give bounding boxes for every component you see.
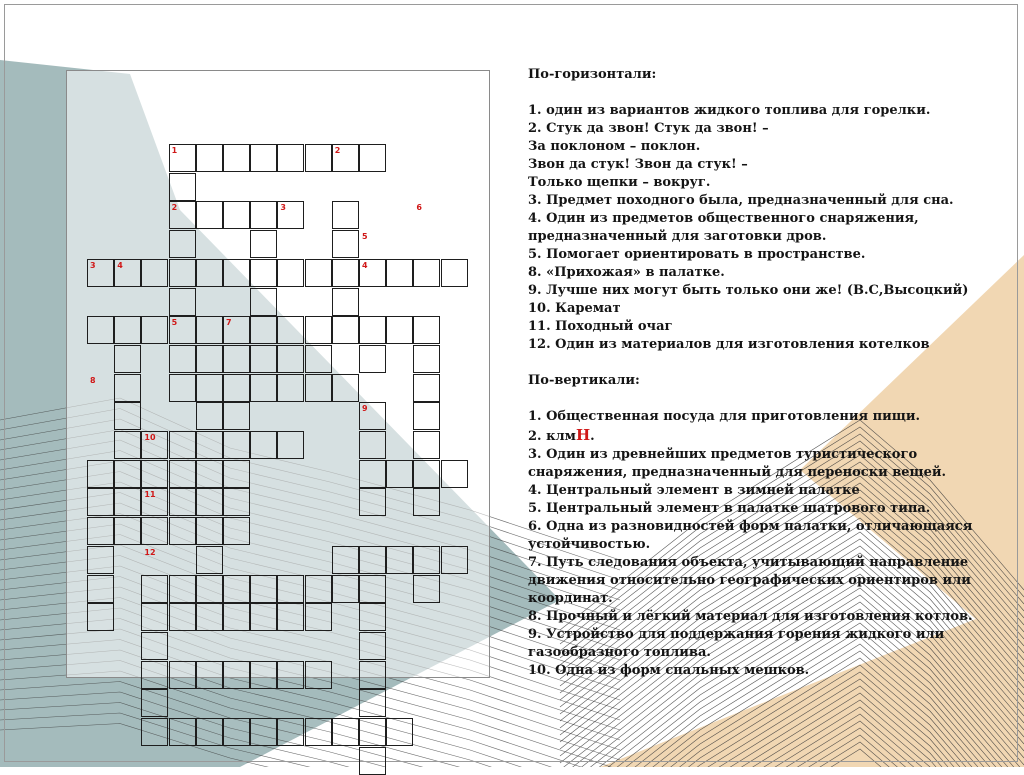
crossword-cell[interactable] — [413, 259, 440, 287]
down-clue-line: координат. — [528, 591, 613, 606]
down-clue-line: устойчивостью. — [528, 537, 651, 552]
crossword-cell[interactable] — [277, 718, 304, 746]
down-clue-line: 1. Общественная посуда для приготовления пищи. — [528, 409, 921, 424]
crossword-cell[interactable] — [359, 460, 386, 488]
crossword-cell[interactable] — [250, 575, 277, 603]
clue-number: 5 — [171, 318, 178, 328]
across-clue-line: 11. Походный очаг — [528, 319, 673, 334]
crossword-cell[interactable] — [87, 316, 114, 344]
crossword-cell[interactable] — [141, 632, 168, 660]
crossword-cell[interactable] — [114, 402, 141, 430]
clue-number: 7 — [226, 318, 232, 328]
down-clues — [528, 408, 1008, 680]
across-clue-line: 12. Один из материалов для изготовления котелков — [528, 337, 930, 352]
crossword-cell[interactable] — [250, 259, 277, 287]
crossword-cell[interactable] — [305, 661, 332, 689]
clue-number: 8 — [90, 375, 96, 385]
across-clue-line: 10. Каремат — [528, 301, 621, 316]
clue-number: 2 — [334, 146, 341, 155]
across-clue-line: 8. «Прихожая» в палатке. — [528, 265, 725, 280]
across-clue-line: 5. Помогает ориентировать в пространстве. — [528, 247, 866, 262]
crossword-cell[interactable] — [386, 460, 413, 488]
crossword-cell[interactable] — [250, 718, 277, 746]
crossword-cell[interactable] — [413, 431, 440, 459]
crossword-cell[interactable] — [305, 718, 332, 746]
crossword-cell[interactable] — [223, 488, 250, 516]
crossword-cell[interactable] — [332, 230, 359, 258]
crossword-cell[interactable] — [277, 144, 304, 172]
crossword-cell[interactable] — [223, 661, 250, 689]
crossword-cell[interactable] — [169, 345, 196, 373]
crossword-cell[interactable] — [223, 431, 250, 459]
crossword-cell[interactable] — [413, 316, 440, 344]
clue-number: 3 — [90, 260, 96, 270]
crossword-cell[interactable] — [413, 575, 440, 603]
crossword-cell[interactable] — [386, 259, 413, 287]
crossword-cell[interactable] — [305, 259, 332, 287]
crossword-cell[interactable] — [386, 316, 413, 344]
clue-number: 2 — [171, 203, 178, 213]
crossword-cell[interactable] — [250, 661, 277, 689]
clue-number: 12 — [144, 547, 156, 557]
clue-number: 4 — [117, 260, 123, 270]
down-clue-line: движения относительно географических ориентиров или — [528, 573, 971, 588]
down-heading: По-вертикали: — [528, 373, 640, 388]
across-clue-line: 4. Один из предметов общественного снаряжения, — [528, 211, 919, 226]
crossword-cell[interactable] — [141, 689, 168, 717]
crossword-cell[interactable] — [196, 603, 223, 631]
across-clue-line: 3. Предмет походного была, предназначенный для сна. — [528, 193, 954, 208]
crossword-cell[interactable] — [359, 488, 386, 516]
crossword-cell[interactable] — [332, 288, 359, 316]
crossword-cell[interactable] — [223, 259, 250, 287]
down-clue-2-prefix: 2. клм — [528, 429, 576, 444]
down-clue-line: 8. Прочный и лёгкий материал для изготовления котлов. — [528, 609, 973, 624]
crossword-cell[interactable] — [413, 402, 440, 430]
crossword-cell[interactable] — [223, 517, 250, 545]
crossword-cell[interactable] — [169, 517, 196, 545]
across-clue-line: 2. Стук да звон! Стук да звон! – — [528, 121, 769, 136]
crossword-cell[interactable] — [114, 345, 141, 373]
crossword-cell[interactable] — [87, 488, 114, 516]
crossword-cell[interactable] — [305, 345, 332, 373]
crossword-cell[interactable] — [87, 575, 114, 603]
crossword-cell[interactable] — [141, 661, 168, 689]
crossword-cell[interactable] — [141, 259, 168, 287]
crossword-cell[interactable] — [196, 259, 223, 287]
crossword-cell[interactable] — [196, 402, 223, 430]
across-clue-line: Только щепки – вокруг. — [528, 175, 711, 190]
down-clues-rest — [528, 446, 1008, 680]
crossword-cell[interactable] — [277, 431, 304, 459]
crossword-cell[interactable] — [305, 603, 332, 631]
crossword-cell[interactable] — [169, 259, 196, 287]
crossword-cell[interactable] — [441, 460, 468, 488]
crossword-cell[interactable] — [441, 259, 468, 287]
crossword-cell[interactable] — [332, 316, 359, 344]
crossword-cell[interactable] — [332, 546, 359, 574]
crossword-cell[interactable] — [250, 288, 277, 316]
crossword-cell[interactable] — [359, 661, 386, 689]
clue-number: 11 — [144, 490, 156, 500]
crossword-cell[interactable] — [223, 144, 250, 172]
crossword-cell[interactable] — [359, 316, 386, 344]
crossword-cell[interactable] — [87, 546, 114, 574]
crossword-cell[interactable] — [250, 374, 277, 402]
crossword-cell[interactable] — [169, 431, 196, 459]
crossword-cell[interactable] — [277, 603, 304, 631]
crossword-cell[interactable] — [169, 603, 196, 631]
clue-number: 6 — [416, 203, 422, 213]
clues-panel — [528, 66, 1008, 680]
crossword-cell[interactable] — [223, 374, 250, 402]
crossword-cell[interactable] — [250, 201, 277, 229]
clue-number: 10 — [144, 433, 156, 442]
crossword-cell[interactable] — [277, 259, 304, 287]
down-clue-line: 7. Путь следования объекта, учитывающий направление — [528, 555, 969, 570]
crossword-cell[interactable] — [141, 718, 168, 746]
crossword-cell[interactable] — [223, 201, 250, 229]
crossword-cell[interactable] — [169, 173, 196, 201]
crossword-cell[interactable] — [196, 374, 223, 402]
crossword-cell[interactable] — [196, 460, 223, 488]
crossword-cell[interactable] — [359, 718, 386, 746]
crossword-cell[interactable] — [141, 460, 168, 488]
crossword-cell[interactable] — [359, 632, 386, 660]
crossword-cell[interactable] — [386, 718, 413, 746]
clue-number: 4 — [362, 260, 368, 270]
crossword-cell[interactable] — [250, 431, 277, 459]
crossword-cell[interactable] — [223, 402, 250, 430]
crossword-cell[interactable] — [332, 201, 359, 229]
crossword-cell[interactable] — [141, 517, 168, 545]
across-clue-line: Звон да стук! Звон да стук! – — [528, 157, 748, 172]
crossword-cell[interactable] — [332, 718, 359, 746]
crossword-cell[interactable] — [277, 374, 304, 402]
crossword-cell[interactable] — [196, 431, 223, 459]
crossword-cell[interactable] — [277, 661, 304, 689]
crossword-cell[interactable] — [305, 374, 332, 402]
crossword-cell[interactable] — [359, 575, 386, 603]
down-clue-line: 10. Одна из форм спальных мешков. — [528, 663, 810, 678]
crossword-cell[interactable] — [169, 488, 196, 516]
clue-number: 1 — [171, 146, 178, 155]
crossword-cell[interactable] — [223, 603, 250, 631]
crossword-cell[interactable] — [169, 230, 196, 258]
crossword-cell[interactable] — [196, 718, 223, 746]
crossword-cell[interactable] — [277, 345, 304, 373]
crossword-cell[interactable] — [332, 374, 359, 402]
crossword-cell[interactable] — [87, 460, 114, 488]
crossword-cell[interactable] — [196, 517, 223, 545]
crossword-cell[interactable] — [277, 316, 304, 344]
crossword-cell[interactable] — [359, 747, 386, 775]
crossword-cell[interactable] — [196, 661, 223, 689]
crossword-cell[interactable] — [305, 144, 332, 172]
down-clue-line: 6. Одна из разновидностей форм палатки, отличающаяся — [528, 519, 973, 534]
crossword-cell[interactable] — [223, 460, 250, 488]
crossword-cell[interactable] — [413, 374, 440, 402]
crossword-cell[interactable] — [413, 460, 440, 488]
crossword-cell[interactable] — [250, 316, 277, 344]
crossword-cell[interactable] — [359, 603, 386, 631]
crossword-cell[interactable] — [114, 517, 141, 545]
crossword-cell[interactable] — [386, 546, 413, 574]
down-clue-line: снаряжения, предназначенный для переноски вещей. — [528, 465, 947, 480]
crossword-cell[interactable] — [114, 431, 141, 459]
down-clue-2 — [528, 426, 1008, 446]
across-heading: По-горизонтали: — [528, 67, 657, 82]
crossword-cell[interactable] — [441, 546, 468, 574]
across-clue-line: предназначенный для заготовки дров. — [528, 229, 827, 244]
crossword-cell[interactable] — [196, 546, 223, 574]
crossword-cell[interactable] — [141, 603, 168, 631]
crossword-cell[interactable] — [359, 144, 386, 172]
crossword-cell[interactable] — [277, 575, 304, 603]
down-clue-line: 3. Один из древнейших предметов туристического — [528, 447, 918, 462]
down-clue-line: 9. Устройство для поддержания горения жидкого или — [528, 627, 945, 642]
across-clue-line: 9. Лучше них могут быть только они же! (В.С,Высоцкий) — [528, 283, 969, 298]
clue-number: 9 — [362, 404, 368, 414]
crossword-cell[interactable] — [223, 345, 250, 373]
down-clue-line: 5. Центральный элемент в палатке шатрового типа. — [528, 501, 931, 516]
crossword-cell[interactable] — [169, 661, 196, 689]
crossword-cell[interactable] — [359, 689, 386, 717]
crossword-cell[interactable] — [305, 575, 332, 603]
across-clue-line: 1. один из вариантов жидкого топлива для горелки. — [528, 103, 931, 118]
crossword-cell[interactable] — [169, 374, 196, 402]
crossword-cell[interactable] — [114, 374, 141, 402]
down-clue-2-highlight: Н — [575, 426, 591, 444]
crossword-cell[interactable] — [359, 546, 386, 574]
crossword-cell[interactable] — [169, 460, 196, 488]
down-clue-line: 4. Центральный элемент в зимней палатке — [528, 483, 860, 498]
crossword-cell[interactable] — [359, 345, 386, 373]
crossword-cell[interactable] — [413, 546, 440, 574]
crossword-cell[interactable] — [169, 575, 196, 603]
across-clues — [528, 102, 1008, 354]
crossword-cell[interactable] — [87, 517, 114, 545]
clue-number: 5 — [362, 232, 368, 242]
crossword-cell[interactable] — [114, 316, 141, 344]
crossword-cell[interactable] — [305, 316, 332, 344]
across-clue-line: За поклоном – поклон. — [528, 139, 701, 154]
crossword-cell[interactable] — [196, 201, 223, 229]
crossword-cell[interactable] — [196, 316, 223, 344]
crossword-cell[interactable] — [250, 230, 277, 258]
crossword-cell[interactable] — [413, 488, 440, 516]
crossword-cell[interactable] — [169, 718, 196, 746]
crossword-cell[interactable] — [196, 488, 223, 516]
crossword-cell[interactable] — [223, 718, 250, 746]
crossword-cell[interactable] — [250, 144, 277, 172]
clue-number: 3 — [280, 203, 286, 213]
down-clue-2-suffix: . — [590, 429, 595, 444]
crossword-cell[interactable] — [196, 575, 223, 603]
down-clue-line: газообразного топлива. — [528, 645, 711, 660]
crossword-cell[interactable] — [141, 575, 168, 603]
crossword-cell[interactable] — [359, 431, 386, 459]
crossword-cell[interactable] — [250, 345, 277, 373]
crossword-cell[interactable] — [223, 575, 250, 603]
crossword-cell[interactable] — [332, 575, 359, 603]
crossword-cell[interactable] — [250, 603, 277, 631]
crossword-cell[interactable] — [114, 488, 141, 516]
crossword-cell[interactable] — [413, 345, 440, 373]
crossword-cell[interactable] — [114, 460, 141, 488]
crossword-cell[interactable] — [169, 288, 196, 316]
crossword-cell[interactable] — [87, 603, 114, 631]
crossword-cell[interactable] — [141, 316, 168, 344]
crossword-cell[interactable] — [196, 345, 223, 373]
crossword-cell[interactable] — [196, 144, 223, 172]
crossword-cell[interactable] — [332, 259, 359, 287]
